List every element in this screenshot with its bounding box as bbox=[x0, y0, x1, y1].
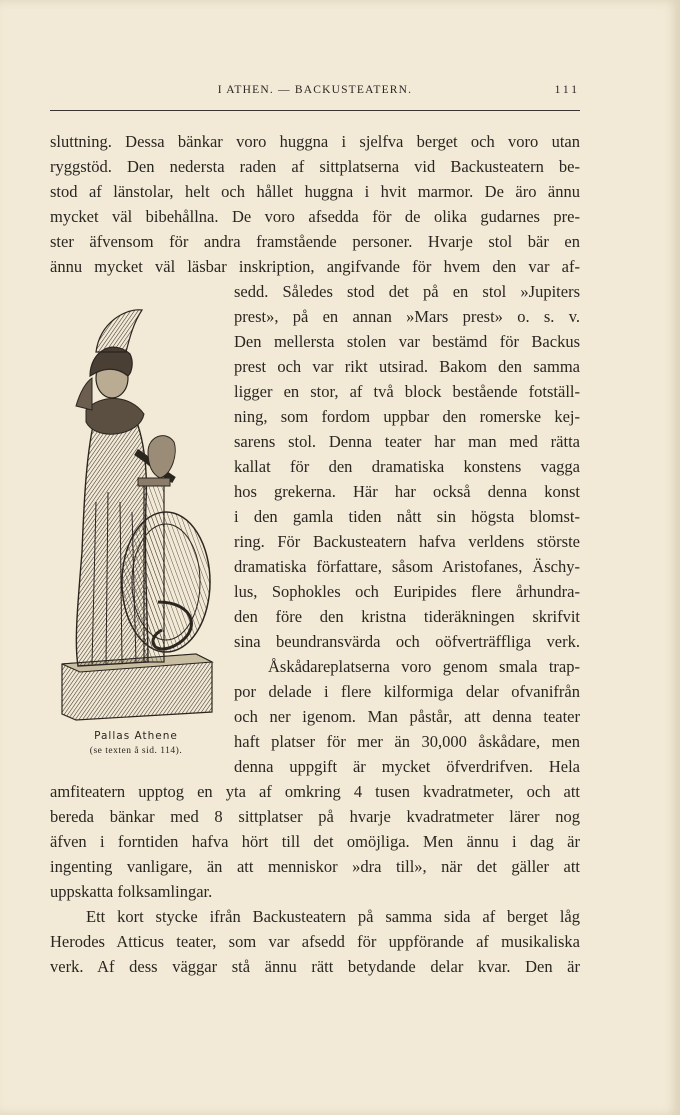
text-line: och ner igenom. Man påstår, att denna teater bbox=[234, 707, 580, 726]
text-line: äfven i forntiden hafva hört till det omöjliga. Men ännu i dag är bbox=[50, 832, 580, 851]
text-line: bereda bänkar med 8 sittplatser på hvarje kvadratmeter lärer nog bbox=[50, 807, 580, 826]
text-line: sluttning. Dessa bänkar voro huggna i sjelfva berget och voro utan bbox=[50, 132, 580, 151]
text-line: ingenting vanligare, än att menniskor »dra till», när det gäller att bbox=[50, 857, 580, 876]
text-line: dramatiska författare, såsom Aristofanes, Äschy- bbox=[234, 557, 580, 576]
text-line: ning, som fordom uppbar den romerske kej- bbox=[234, 407, 580, 426]
text-line: Herodes Atticus teater, som var afsedd för uppförande af musikaliska bbox=[50, 932, 580, 951]
figure-caption: Pallas Athene bbox=[94, 730, 178, 742]
text-line: haft platser för mer än 30,000 åskådare, men bbox=[234, 732, 580, 751]
text-line: kallat för den dramatiska konstens vagga bbox=[234, 457, 580, 476]
text-line: verk. Af dess väggar stå ännu rätt betydande delar kvar. Den är bbox=[50, 957, 580, 976]
text-line: lus, Sophokles och Euripides flere århundra- bbox=[234, 582, 580, 601]
text-line: prest och var rikt utsirad. Bakom den samma bbox=[234, 357, 580, 376]
figure-caption-reference: (se texten å sid. 114). bbox=[89, 746, 183, 756]
running-header bbox=[50, 84, 580, 104]
text-line: Åskådareplatserna voro genom smala trap- bbox=[268, 657, 580, 676]
text-line: Den mellersta stolen var bestämd för Backus bbox=[234, 332, 580, 351]
text-line: ännu mycket väl läsbar inskription, angifvande för hvem den var af- bbox=[50, 257, 580, 276]
text-line: sina beundransvärda och oöfverträffliga verk. bbox=[234, 632, 580, 651]
text-line: ligger en stor, af två block bestående fotställ- bbox=[234, 382, 580, 401]
text-line: den före den kristna tideräkningen skrifvit bbox=[234, 607, 580, 626]
text-line: ryggstöd. Den nedersta raden af sittplatserna vid Backusteatern be- bbox=[50, 157, 580, 176]
text-line: ster äfvensom för andra framstående personer. Hvarje stol bär en bbox=[50, 232, 580, 251]
text-line: sedd. Således stod det på en stol »Jupiters bbox=[234, 282, 580, 301]
text-line: stod af länstolar, helt och hållet huggna i hvit marmor. De äro ännu bbox=[50, 182, 580, 201]
text-line: hos grekerna. Här har också denna konst bbox=[234, 482, 580, 501]
text-line: mycket väl bibehållna. De voro afsedda för de olika gudarnes pre- bbox=[50, 207, 580, 226]
text-line: prest», på en annan »Mars prest» o. s. v. bbox=[234, 307, 580, 326]
text-line: denna uppgift är mycket öfverdrifven. Hela bbox=[234, 757, 580, 776]
text-line: por delade i flere kilformiga delar ofvanifrån bbox=[234, 682, 580, 701]
text-line: amfiteatern upptog en yta af omkring 4 tusen kvadratmeter, och att bbox=[50, 782, 580, 801]
text-line: uppskatta folksamlingar. bbox=[50, 882, 213, 901]
running-title: I ATHEN. — BACKUSTEATERN. bbox=[217, 84, 413, 96]
header-rule bbox=[50, 110, 580, 111]
text-line: sarens stol. Denna teater har man med rätta bbox=[234, 432, 580, 451]
text-line: i den gamla tiden nått sin högsta blomst- bbox=[234, 507, 580, 526]
text-line: ring. För Backusteatern hafva verldens störste bbox=[234, 532, 580, 551]
pallas-athene-engraving bbox=[56, 302, 216, 724]
text-line: Ett kort stycke ifrån Backusteatern på samma sida af berget låg bbox=[86, 907, 580, 926]
page-number: 111 bbox=[554, 84, 580, 96]
